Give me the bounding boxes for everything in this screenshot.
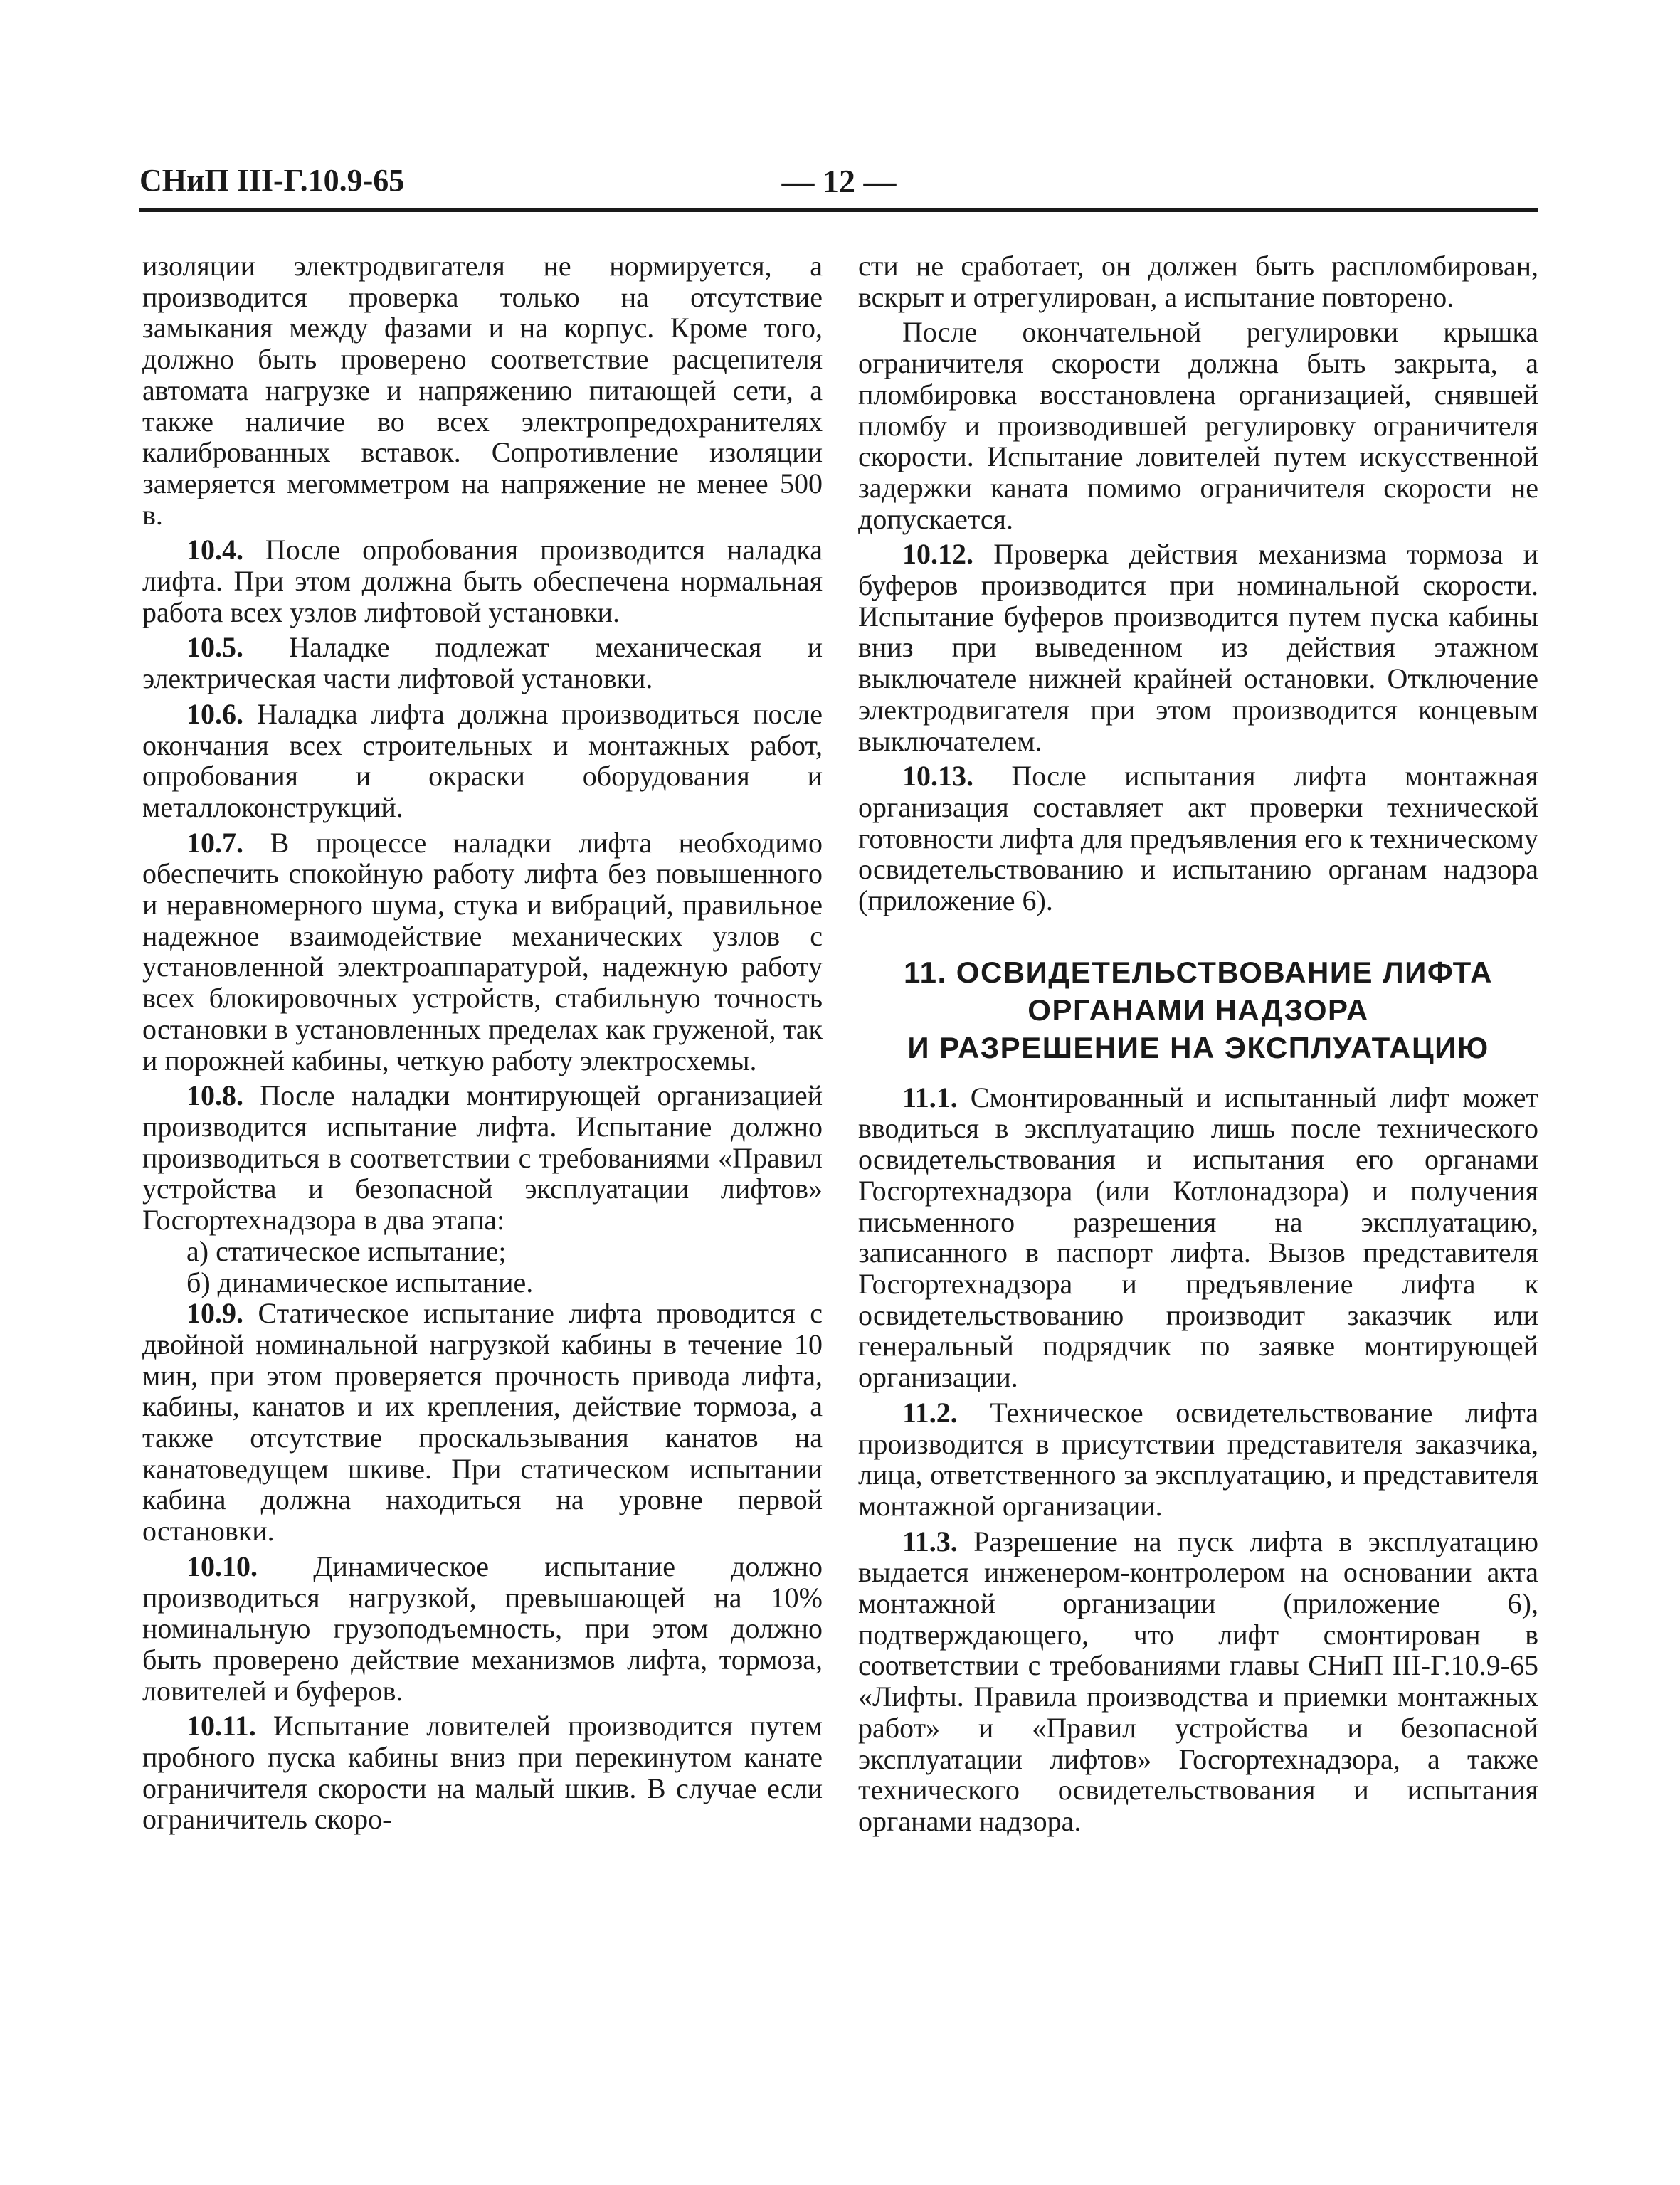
paragraph-regulation: После окончательной регулировки крышка ограничителя скорости должна быть закрыта, а пломбировка восстановлена организацией, снявшей пломбу и производившей регулировку ограничителя скорости. Испытание ловителей путем искусственной задержки каната помимо ограничителя скорости не допускается. xyxy=(858,316,1538,535)
paragraph-11-1 xyxy=(858,1082,1538,1393)
paragraph-11-2 xyxy=(858,1397,1538,1522)
clause-number: 10.7. xyxy=(186,826,243,859)
clause-text: После опробования производится наладка лифта. При этом должна быть обеспечена нормальная работа всех узлов лифтовой установки. xyxy=(142,534,823,628)
clause-number: 10.10. xyxy=(186,1550,258,1582)
section-11-heading xyxy=(858,953,1538,1067)
clause-number: 10.8. xyxy=(186,1079,243,1112)
paragraph-10-11 xyxy=(142,1710,823,1835)
section-heading-line: ОРГАНАМИ НАДЗОРА xyxy=(1027,993,1369,1027)
clause-number: 11.3. xyxy=(902,1525,958,1557)
page-header xyxy=(139,162,1538,205)
clause-text: Динамическое испытание должно производиться нагрузкой, превышающей на 10% номинальную грузоподъемность, при этом должно быть проверено действие механизмов лифта, тормоза, ловителей и буферов. xyxy=(142,1550,823,1707)
clause-text: После наладки монтирующей организацией производится испытание лифта. Испытание должно производиться в соответствии с требованиями «Правил устройства и безопасной эксплуатации лифтов» Госгортехнадзора в два этапа: xyxy=(142,1079,823,1237)
right-column xyxy=(858,250,1538,1837)
clause-text: Испытание ловителей производится путем пробного пуска кабины вниз при перекинутом канате ограничителя скорости на малый шкив. В случае если ограничитель скоро- xyxy=(142,1710,823,1836)
paragraph-11-3 xyxy=(858,1526,1538,1837)
paragraph-10-7 xyxy=(142,827,823,1076)
clause-text: Проверка действия механизма тормоза и буферов производится при номинальной скорости. Испытание буферов производится путем пуска кабины вниз при выведенном из действия этажном выключателе нижней крайней остановки. Отключение электродвигателя при этом производится концевым выключателем. xyxy=(858,538,1538,757)
paragraph-10-8 xyxy=(142,1080,823,1236)
clause-text: Смонтированный и испытанный лифт может вводиться в эксплуатацию лишь после технического освидетельствования и испытания его органами Госгортехнадзора (или Котлонадзора) и получения письменного разрешения на эксплуатацию, записанного в паспорт лифта. Вызов представителя Госгортехнадзора и предъявление лифта к освидетельствованию производит заказчик или генеральный подрядчик по заявке монтирующей организации. xyxy=(858,1081,1538,1394)
clause-number: 10.11. xyxy=(186,1710,256,1742)
paragraph-10-4 xyxy=(142,534,823,628)
clause-text: Разрешение на пуск лифта в эксплуатацию выдается инженером-контролером на основании акта монтажной организации (приложение 6), подтверждающего, что лифт смонтирован в соответствии с требованиями главы СНиП III-Г.10.9-65 «Лифты. Правила производства и приемки монтажных работ» и «Правил устройства и безопасной эксплуатации лифтов» Госгортехнадзора, а также технического освидетельствования и испытания органами надзора. xyxy=(858,1525,1538,1837)
list-item-b: б) динамическое испытание. xyxy=(186,1266,534,1298)
paragraph-10-10 xyxy=(142,1551,823,1707)
clause-text: Наладке подлежат механическая и электрическая части лифтовой установки. xyxy=(142,631,823,695)
clause-number: 10.6. xyxy=(186,697,243,730)
clause-number: 10.9. xyxy=(186,1297,243,1330)
clause-number: 11.2. xyxy=(902,1396,958,1429)
page-number: — 12 — xyxy=(781,163,897,199)
clause-number: 10.12. xyxy=(902,538,973,571)
paragraph-continuation: изоляции электродвигателя не нормируется, а производится проверка только на отсутствие замыкания между фазами и на корпус. Кроме того, должно быть проверено соответствие расцепителя автомата нагрузке и напряжению питающей сети, а также наличие во всех электропредохранителях калиброванных вставок. Сопротивление изоляции замеряется мегомметром на напряжение не менее 500 в. xyxy=(142,250,823,531)
paragraph-10-13 xyxy=(858,761,1538,916)
clause-text: Техническое освидетельствование лифта производится в присутствии представителя заказчика, лица, ответственного за эксплуатацию, и представителя монтажной организации. xyxy=(858,1396,1538,1522)
clause-number: 10.13. xyxy=(902,760,973,793)
paragraph-10-9 xyxy=(142,1298,823,1547)
paragraph-10-6 xyxy=(142,699,823,823)
paragraph-10-12 xyxy=(858,539,1538,756)
clause-text: Статическое испытание лифта проводится с двойной номинальной нагрузкой кабины в течение 10 мин, при этом проверяется прочность привода лифта, кабины, канатов и их крепления, действие тормоза, а также отсутствие проскальзывания канатов на канатоведущем шкиве. При статическом испытании кабина должна находиться на уровне первой остановки. xyxy=(142,1297,823,1548)
clause-number: 11.1. xyxy=(902,1081,958,1113)
left-column xyxy=(142,250,823,1835)
paragraph-10-5 xyxy=(142,632,823,694)
section-heading-line: 11. ОСВИДЕТЕЛЬСТВОВАНИЕ ЛИФТА xyxy=(904,955,1493,989)
clause-number: 10.4. xyxy=(186,534,243,566)
document-code: СНиП III-Г.10.9-65 xyxy=(139,163,405,198)
paragraph-continuation: сти не сработает, он должен быть распломбирован, вскрыт и отрегулирован, а испытание повторено. xyxy=(858,250,1538,313)
list-item-a: а) статическое испытание; xyxy=(186,1234,507,1267)
header-rule xyxy=(139,208,1538,212)
clause-text: Наладка лифта должна производиться после окончания всех строительных и монтажных работ, опробования и окраски оборудования и металлоконструкций. xyxy=(142,697,823,823)
clause-text: В процессе наладки лифта необходимо обеспечить спокойную работу лифта без повышенного и неравномерного шума, стука и вибраций, правильное надежное взаимодействие механических узлов с установленной электроаппаратурой, надежную работу всех блокировочных устройств, стабильную точность остановки в установленных пределах как груженой, так и порожней кабины, четкую работу электросхемы. xyxy=(142,826,823,1076)
clause-text: После испытания лифта монтажная организация составляет акт проверки технической готовности лифта для предъявления его к техническому освидетельствованию и испытанию органам надзора (приложение 6). xyxy=(858,760,1538,917)
clause-number: 10.5. xyxy=(186,631,243,664)
section-heading-line: И РАЗРЕШЕНИЕ НА ЭКСПЛУАТАЦИЮ xyxy=(907,1030,1489,1064)
